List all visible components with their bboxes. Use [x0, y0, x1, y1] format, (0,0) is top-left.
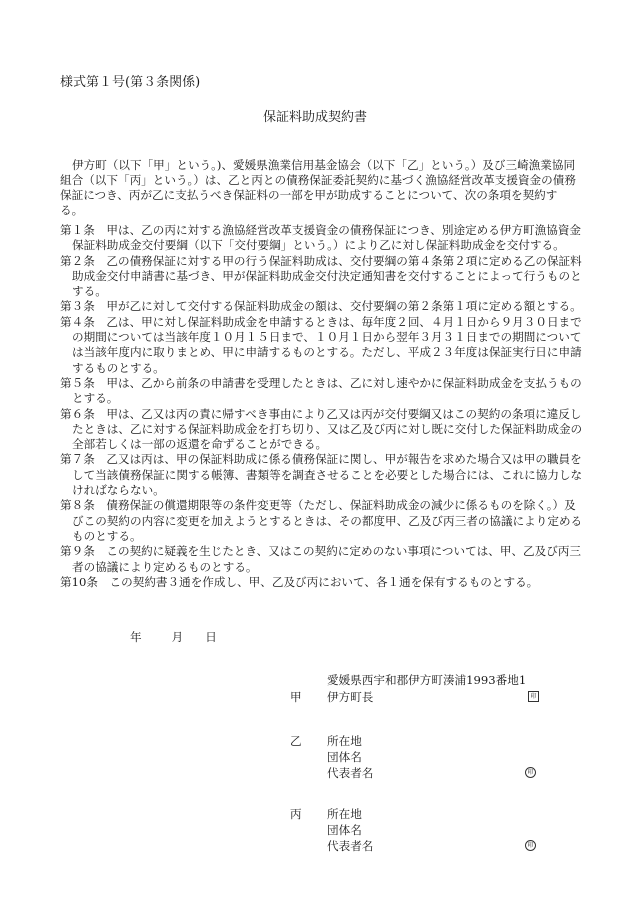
form-number: 様式第１号(第３条関係)	[60, 75, 201, 90]
article-7: 第７条 乙又は丙は、甲の保証料助成に係る債務保証に関し、甲が報告を求めた場合又は甲の職員をして当該債務保証に関する帳簿、書類等を調査させることを必要とした場合には、これに協力しなければならない。	[60, 452, 583, 498]
article-6: 第６条 甲は、乙又は丙の責に帰すべき事由により乙又は丙が交付要綱又はこの契約の条項に違反したときは、乙に対する保証料助成金を打ち切り、又は乙及び丙に対し既に交付した保証料助成金の全部若しくは一部の返還を命ずることができる。	[60, 406, 583, 452]
document-title: 保証料助成契約書	[262, 110, 367, 125]
party-b-location-label: 所在地	[327, 734, 362, 748]
party-c-rep-label: 代表者名	[327, 839, 374, 853]
preamble: 伊方町（以下「甲」という。)、愛媛県漁業信用基金協会（以下「乙」という。）及び三崎漁業協同組合（以下「丙」という。）は、乙と丙との債務保証委託契約に基づく漁協経営改革支援資金の債務保証につき、丙が乙に支払うべき保証料の一部を甲が助成することについて、次の条項を契約する。	[60, 158, 576, 217]
party-a-title: 伊方町長	[327, 690, 374, 704]
party-c-location-label: 所在地	[327, 807, 362, 821]
party-c-mark: 丙	[290, 807, 302, 821]
contract-date	[130, 629, 217, 645]
article-1: 第１条 甲は、乙の丙に対する漁協経営改革支援資金の債務保証につき、別途定める伊方町漁協資金保証料助成金交付要綱（以下「交付要綱」という。）により乙に対し保証料助成金を交付する。	[60, 223, 582, 253]
article-list	[60, 223, 584, 590]
party-a-address: 愛媛県西宇和郡伊方町湊浦1993番地1	[327, 673, 527, 687]
party-b-mark: 乙	[290, 734, 302, 748]
party-b-rep-label: 代表者名	[327, 766, 374, 780]
party-c-org-label: 団体名	[327, 823, 362, 837]
date-year-label: 年	[130, 630, 142, 644]
party-b-seal-icon: 印	[525, 767, 536, 778]
article-8: 第８条 債務保証の償還期限等の条件変更等（ただし、保証料助成金の減少に係るものを除く。）及びこの契約の内容に変更を加えようとするときは、その都度甲、乙及び丙三者の協議により定めるものとする。	[60, 498, 583, 543]
article-3: 第３条 甲が乙に対して交付する保証料助成金の額は、交付要綱の第２条第１項に定める額とする。	[60, 299, 582, 314]
party-a-seal-icon: 印	[528, 691, 539, 702]
date-day-label: 日	[205, 630, 217, 644]
party-c-seal-icon: 印	[525, 840, 536, 851]
article-4: 第４条 乙は、甲に対し保証料助成金を申請するときは、毎年度２回、４月１日から９月３０日までの期間については当該年度１０月１５日まで、１０月１日から翌年３月３１日までの期間については当該年度内に取りまとめ、甲に申請するものとする。ただし、平成２３年度は保証実行日に申請するものとする。	[60, 314, 582, 375]
article-5: 第５条 甲は、乙から前条の申請書を受理したときは、乙に対し速やかに保証料助成金を支払うものとする。	[60, 375, 582, 406]
party-a-mark: 甲	[290, 690, 302, 704]
article-10: 第10条 この契約書３通を作成し、甲、乙及び丙において、各１通を保有するものとする。	[60, 574, 539, 589]
article-2: 第２条 乙の債務保証に対する甲の行う保証料助成は、交付要綱の第４条第２項に定める乙の保証料助成金交付申請書に基づき、甲が保証料助成金交付決定通知書を交付することによって行うものとする。	[60, 253, 582, 299]
article-9: 第９条 この契約に疑義を生じたとき、又はこの契約に定めのない事項については、甲、乙及び丙三者の協議により定めるものとする。	[60, 544, 582, 574]
party-b-org-label: 団体名	[327, 750, 362, 764]
date-month-label: 月	[171, 630, 184, 644]
